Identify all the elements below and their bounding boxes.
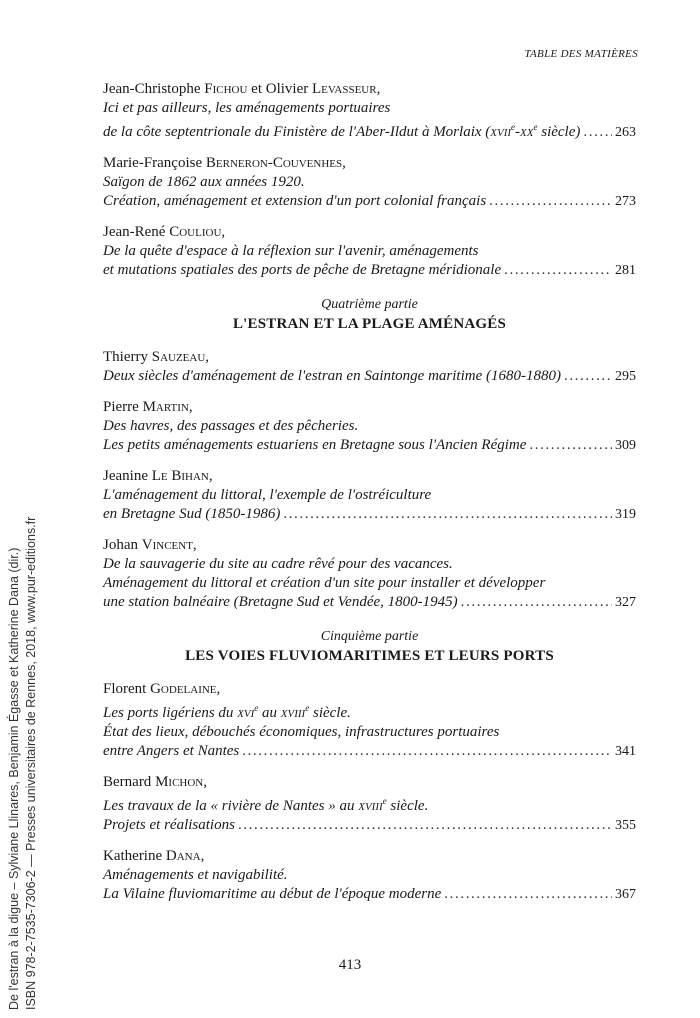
page-number: 295 (615, 369, 636, 384)
entry-author: Katherine Dana, (103, 848, 205, 864)
page-folio: 413 (338, 957, 362, 973)
page-number: 309 (615, 438, 636, 453)
leader-dots (583, 123, 612, 142)
page-number: 273 (615, 194, 636, 209)
part-label: Cinquième partie (320, 629, 419, 644)
entry-title-line: De la quête d'espace à la réflexion sur l'avenir, aménagements (103, 243, 479, 259)
part-label: Quatrième partie (321, 297, 418, 312)
page-number: 263 (615, 125, 636, 140)
toc-entry (103, 154, 636, 211)
entry-title-last-line: une station balnéaire (Bretagne Sud et Vendée, 1800-1945) ..... 327 (103, 593, 636, 612)
leader-dots (444, 885, 612, 904)
entry-title-last-line: entre Angers et Nantes ..... 341 (103, 742, 636, 761)
entry-author: Jean-Christophe Fichou et Olivier Levasseur, (103, 81, 381, 97)
leader-dots (504, 261, 612, 280)
toc-entry (103, 467, 636, 524)
page-number: 319 (615, 507, 636, 522)
page-number: 327 (615, 595, 636, 610)
entry-title-last-line: Deux siècles d'aménagement de l'estran en Saintonge maritime (1680-1880) ..... 295 (103, 367, 636, 386)
toc-entry (103, 847, 636, 904)
toc-content (103, 80, 636, 916)
entry-title-line: Les travaux de la « rivière de Nantes » au xviii$^e$ siècle. (103, 796, 429, 814)
entry-author: Pierre Martin, (103, 399, 193, 415)
leader-dots (489, 192, 612, 211)
toc-entry (103, 773, 636, 835)
sidebar-line-1: De l'estran à la digue – Sylviane Llinares, Benjamin Égasse et Katherine Dana (dir.) (7, 547, 21, 1010)
entry-title-line: Aménagements et navigabilité. (103, 867, 288, 883)
entry-title-line: Aménagement du littoral et création d'un site pour installer et développer (103, 575, 546, 591)
entry-title-line: Des havres, des passages et des pêcheries. (103, 418, 359, 434)
entry-title-last-line: et mutations spatiales des ports de pêche de Bretagne méridionale ..... 281 (103, 261, 636, 280)
part-title: L'ESTRAN ET LA PLAGE AMÉNAGÉS (232, 316, 507, 332)
part-title: LES VOIES FLUVIOMARITIMES ET LEURS PORTS (185, 648, 554, 664)
part-heading (103, 628, 636, 666)
entry-author: Marie-Françoise Berneron-Couvenhes, (103, 155, 346, 171)
leader-dots (461, 593, 612, 612)
leader-dots (242, 742, 612, 761)
entry-title-last-line: Création, aménagement et extension d'un port colonial français ..... 273 (103, 192, 636, 211)
entry-author: Florent Godelaine, (103, 681, 221, 697)
entry-author: Bernard Michon, (103, 774, 207, 790)
part-heading (103, 296, 636, 334)
toc-entry (103, 80, 636, 142)
entry-author: Thierry Sauzeau, (103, 349, 210, 365)
page-number: 341 (615, 744, 636, 759)
entry-title-line: De la sauvagerie du site au cadre rêvé pour des vacances. (103, 556, 453, 572)
toc-entry (103, 680, 636, 761)
toc-entry (103, 223, 636, 280)
page-number: 355 (615, 818, 636, 833)
entry-title-last-line: Projets et réalisations ..... 355 (103, 816, 636, 835)
entry-title-last-line: Les petits aménagements estuariens en Bretagne sous l'Ancien Régime ..... 309 (103, 436, 636, 455)
entry-title-line: Saïgon de 1862 aux années 1920. (103, 174, 305, 190)
entry-title-line: Les ports ligériens du xvi$^e$ au xviii$^e$ siècle. (103, 703, 351, 721)
entry-title-last-line: de la côte septentrionale du Finistère de l'Aber-Ildut à Morlaix ($xvii^e-xx^e$ siècle) ..... 263 (103, 118, 636, 142)
page-number: 281 (615, 263, 636, 278)
entry-author: Johan Vincent, (103, 537, 197, 553)
entry-title-last-line: La Vilaine fluviomaritime au début de l'époque moderne ..... 367 (103, 885, 636, 904)
running-head: TABLE DES MATIÈRES (524, 48, 638, 60)
toc-entry (103, 398, 636, 455)
leader-dots (238, 816, 612, 835)
leader-dots (564, 367, 612, 386)
entry-title-last-line: en Bretagne Sud (1850-1986) ..... 319 (103, 505, 636, 524)
toc-entry (103, 536, 636, 612)
entry-author: Jeanine Le Bihan, (103, 468, 213, 484)
entry-title-line: État des lieux, débouchés économiques, infrastructures portuaires (103, 724, 500, 740)
entry-title-line: L'aménagement du littoral, l'exemple de l'ostréiculture (103, 487, 432, 503)
toc-entry (103, 348, 636, 386)
leader-dots (283, 505, 612, 524)
leader-dots (529, 436, 612, 455)
page-number: 367 (615, 887, 636, 902)
entry-author: Jean-René Couliou, (103, 224, 226, 240)
sidebar-line-2: ISBN 978-2-7535-7306-2 — Presses universitaires de Rennes, 2018, www.pur-editions.fr (24, 516, 38, 1010)
sidebar-credit (6, 450, 40, 1010)
entry-title-line: Ici et pas ailleurs, les aménagements portuaires (103, 100, 391, 116)
